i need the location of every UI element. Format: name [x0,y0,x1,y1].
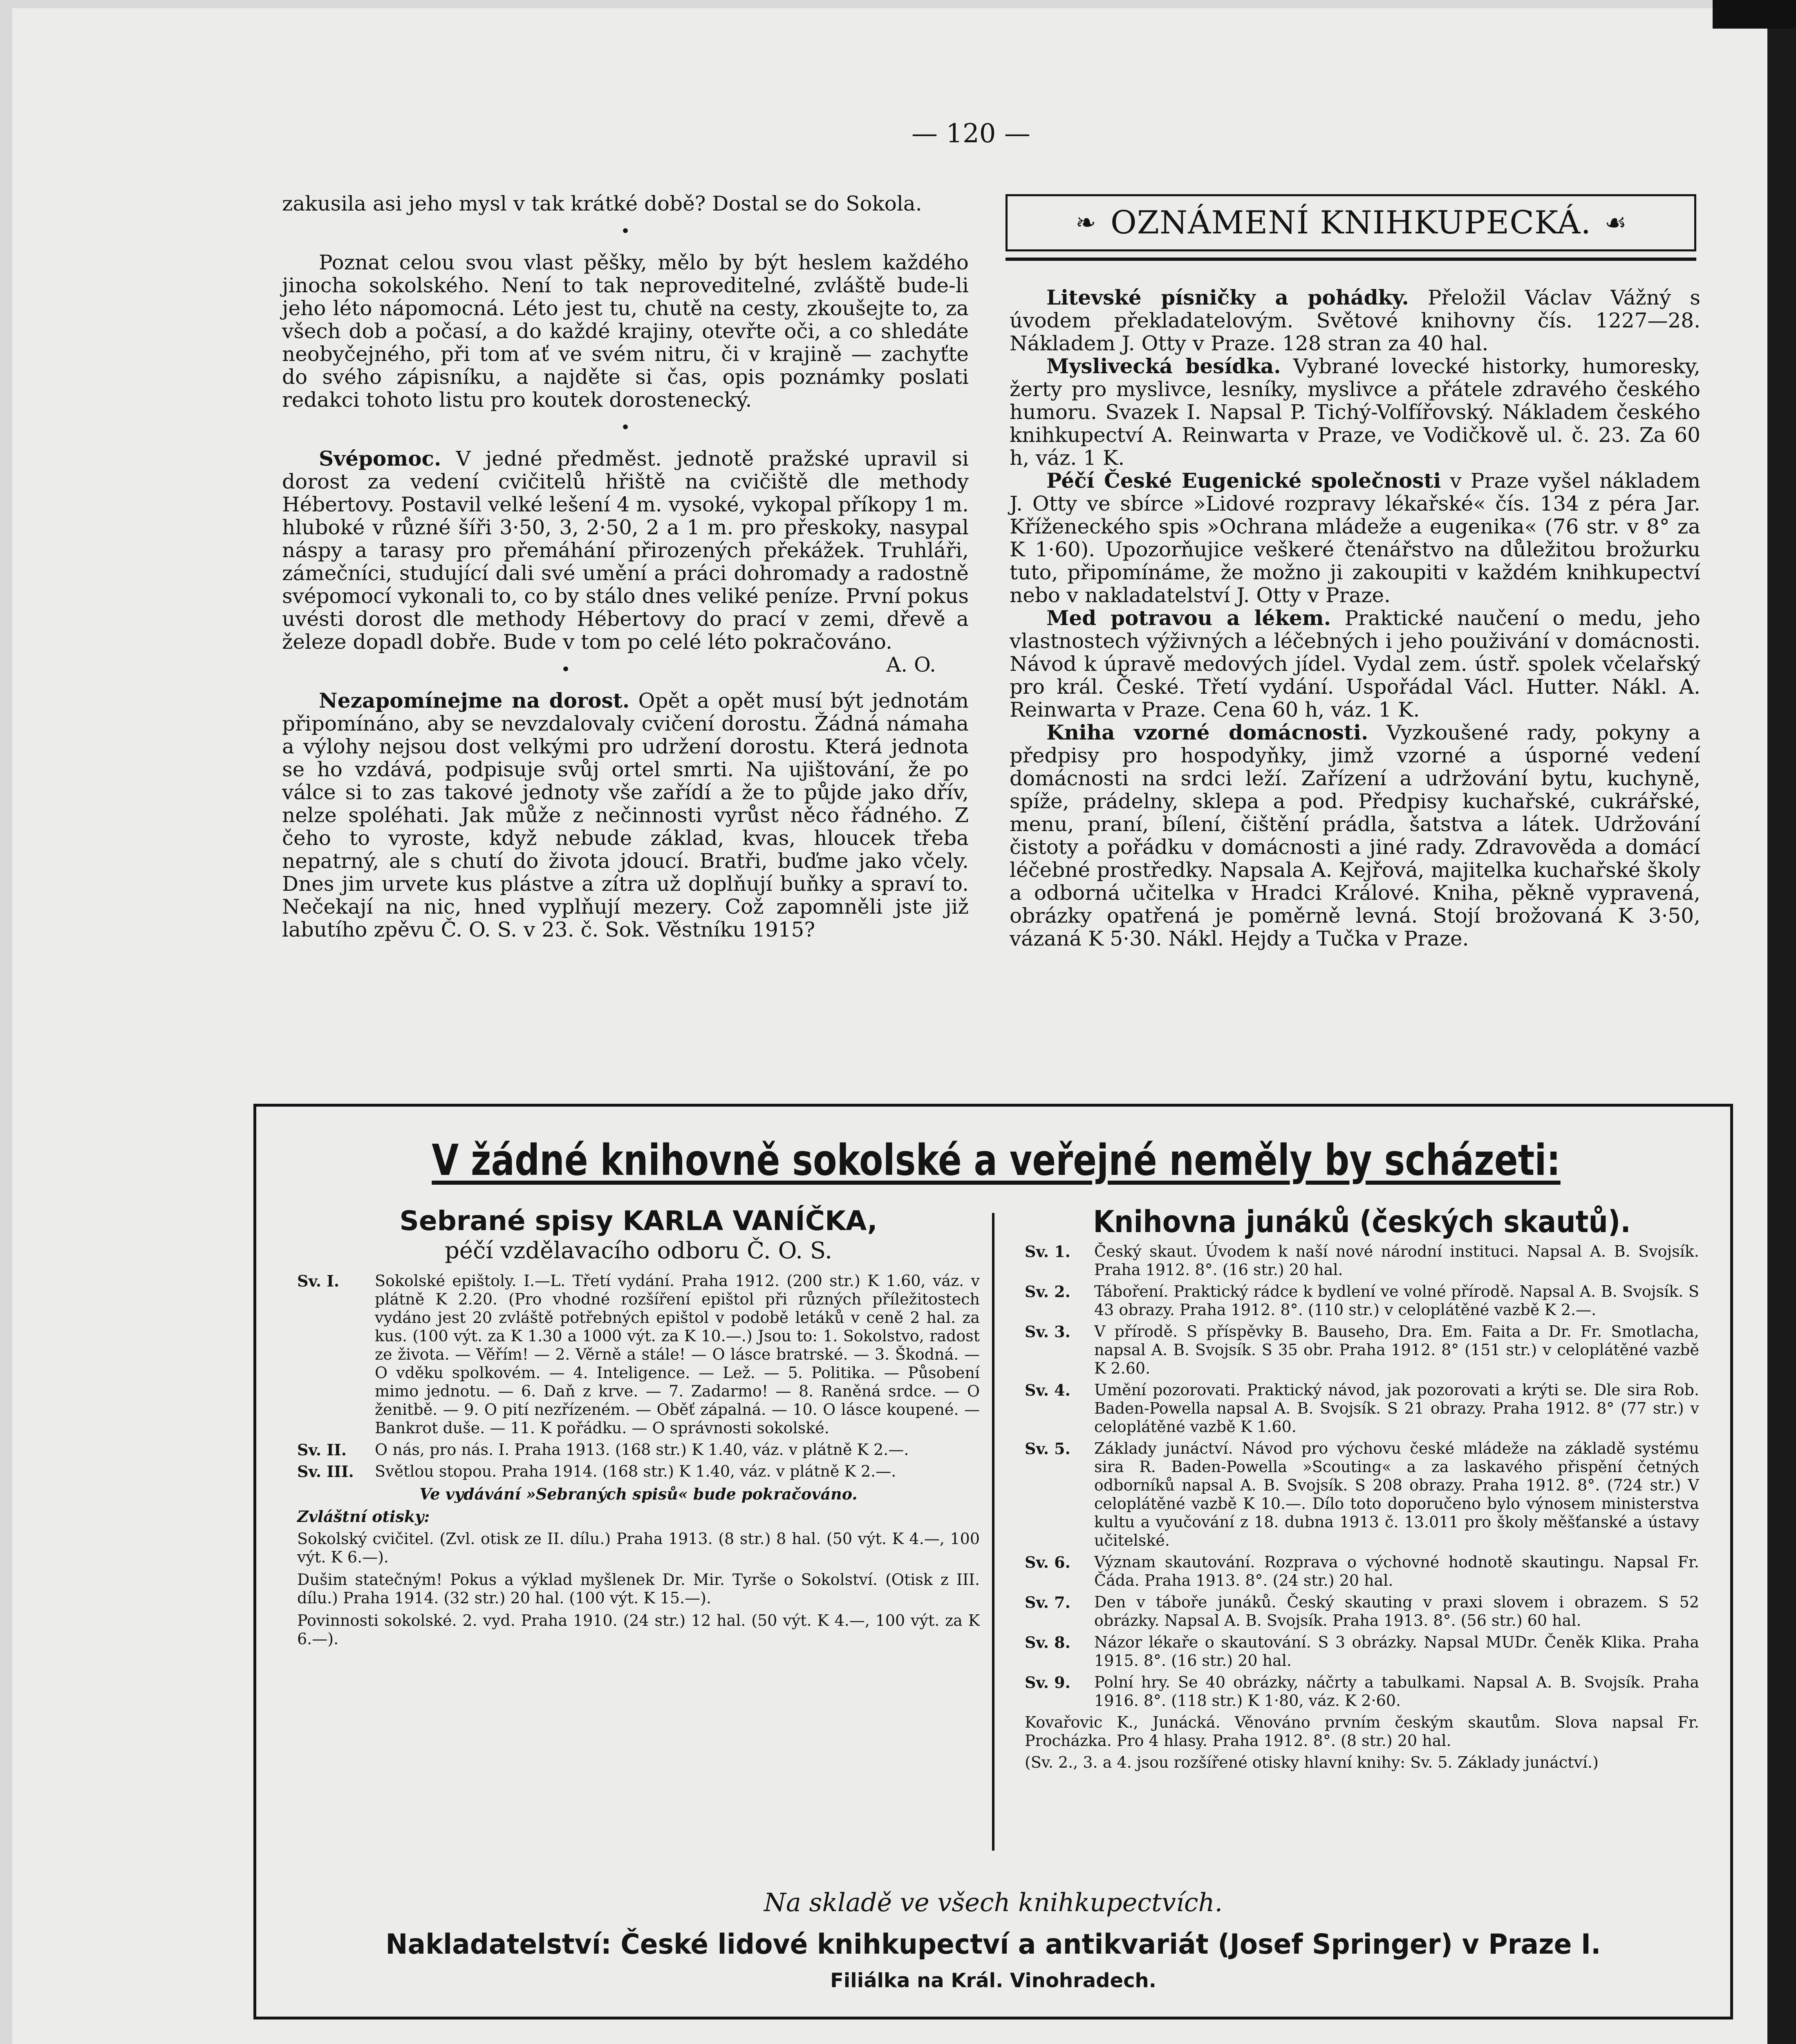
volume-number: Sv. 4. [1025,1381,1070,1399]
notice-text: Přeložil Václav Vážný s úvodem překladatelovým. Světové knihovny čís. 1227—28. Nákladem J. Otty v Praze. 128 stran za 40 hal. [1010,286,1700,355]
notice-text: Vybrané lovecké historky, humoresky, žerty pro myslivce, lesníky, myslivce a přátele zdravého českého humoru. Svazek I. Napsal P. Tichý-Volfířovský. Nákladem českého knihkupectví A. Reinwarta v Praze, ve Vodičkově ul. č. 23. Za 60 h, váz. 1 K. [1010,354,1700,470]
branch-line: Filiálka na Král. Vinohradech. [830,1969,1156,1992]
collected-works-subheading: péčí vzdělavacího odboru Č. O. S. [445,1237,832,1264]
volume-entry [1025,1713,1699,1750]
right-column [1010,286,1700,950]
volume-entry [1025,1553,1699,1590]
paragraph-body: V jedné předměst. jednotě pražské upravil si dorost za vedení cvičitelů hřiště na cvičiště dle methody Hébertovy. Postavil velké lešení 4 m. vysoké, vykopal příkopy 1 m. hluboké v různé šíři 3·50, 3, 2·50, 2 a 1 m. pro přeskoky, nasypal náspy a tarasy pro přemáhání přirozených překážek. Truhláři, zámečníci, studující dali své umění a práci dohromady a radostně svépomocí vykonali to, co by stálo dnes veliké peníze. První pokus uvésti dorost dle methody Hébertovy do prací v zemi, dřevě a železe dopadl dobře. Bude v tom po celé léto pokračováno. [282,447,969,654]
continuation-note: Ve vydávání »Sebraných spisů« bude pokračováno. [419,1485,858,1503]
paragraph-intro: zakusila asi jeho mysl v tak krátké době? Dostal se do Sokola. [282,192,922,215]
scan-edge-right [1767,0,1796,2044]
volume-text: Český skaut. Úvodem k naší nové národní instituci. Napsal A. B. Svojsík. Praha 1912. 8°. (16 str.) 20 hal. [1094,1242,1699,1279]
paragraph-head: Nezapomínejme na dorost. [319,688,630,713]
volume-entry [1025,1633,1699,1670]
notice-head: Myslivecká besídka. [1046,354,1281,378]
separator-dot: • [561,660,571,679]
volume-number: Sv. 6. [1025,1553,1070,1571]
collected-works-heading: Sebrané spisy KARLA VANÍČKA, [399,1205,878,1237]
volume-text: Den v táboře junáků. Český skauting v praxi slovem i obrazem. S 52 obrázky. Napsal A. B. Svojsík. Praha 1913. 8°. (56 str.) 60 hal. [1094,1593,1699,1629]
publisher-line: Nakladatelství: České lidové knihkupectví a antikvariát (Josef Springer) v Praze I. [385,1928,1601,1961]
volume-number: Sv. 8. [1025,1633,1070,1652]
notice-head: Med potravou a lékem. [1046,606,1331,630]
book-notice [1010,286,1700,355]
scout-library-heading: Knihovna junáků (českých skautů). [1093,1204,1631,1239]
left-column [282,192,969,941]
notice-head: Kniha vzorné domácnosti. [1046,720,1368,744]
special-prints [297,1485,980,1648]
notice-head: Litevské písničky a pohádky. [1046,285,1409,309]
paragraph-body: Opět a opět musí být jednotám připomínáno, aby se nevzdalovaly cvičení dorostu. Žádná námaha a výlohy nejsou dost velkými pro udržení dorostu. Která jednota se ho vzdává, podpisuje svůj ortel smrti. Na ujištování, že po válce si to zas takové jednoty vše zařídí a že to půjde jako dřív, nelze spoléhati. Jak může z nečinnosti vyrůst něco řádného. Z čeho to vyroste, když nebude základ, kvas, hloucek třeba nepatrný, ale s chutí do života jdoucí. Bratři, buďme jako včely. Dnes jim urvete kus plástve a zítra už doplňují buňky a spraví to. Nečekají na nic, hned vyplňují mezery. Což zapomněli jste již labutího zpěvu Č. O. S. v 23. č. Sok. Věstníku 1915? [282,689,969,941]
volume-number: Sv. 3. [1025,1322,1070,1341]
volume-text: Umění pozorovati. Praktický návod, jak pozorovati a krýti se. Dle sira Rob. Baden-Powella napsal A. B. Svojsík. S 21 obrazy. Praha 1912. 8° (77 str.) v celoplátěné vazbě K 1.60. [1094,1381,1699,1436]
paragraph-travel: Poznat celou svou vlast pěšky, mělo by být heslem každého jinocha sokolského. Není to tak neproveditelné, zvláště bude-li jeho léto nápomocná. Léto jest tu, chutě na cesty, zkoušejte to, za všech dob a počasí, a do každé krajiny, otevřte oči, a co shledáte neobyčejného, při tom ať ve svém nitru, či v krajině — zachyťte do svého zápisníku, a najděte si čas, opis poznámky poslati redakci tohoto listu pro koutek dorostenecký. [282,251,969,412]
advert-right-column [1025,1205,1699,1772]
stock-note: Na skladě ve všech knihkupectvích. [764,1887,1223,1917]
book-notice [1010,607,1700,721]
volume-text: Kovařovic K., Junácká. Věnováno prvním českým skautům. Slova napsal Fr. Procházka. Pro 4 hlasy. Praha 1912. 8°. (8 str.) 20 hal. [1025,1713,1699,1750]
volume-number: Sv. 9. [1025,1673,1070,1692]
volume-entry [1025,1673,1699,1710]
book-notice [1010,469,1700,607]
volume-number: Sv. 7. [1025,1593,1070,1611]
volume-text: Názor lékaře o skautování. S 3 obrázky. Napsal MUDr. Čeněk Klika. Praha 1915. 8°. (16 str.) 20 hal. [1094,1633,1699,1670]
notice-text: Vyzkoušené rady, pokyny a předpisy pro hospodyňky, jimž vzorné a úsporné vedení domácnosti na srdci leží. Zařízení a udržování bytu, kuchyně, spíže, prádelny, sklepa a pod. Předpisy kuchařské, cukrářské, menu, praní, bílení, čištění prádla, šatstva a látek. Udržování čistoty a pořádku v domácnosti a jiné rady. Zdravověda a domácí léčebné prostředky. Napsala A. Kejřová, majitelka kuchařské školy a odborná učitelka v Hradci Králové. Kniha, pěkně vypravená, obrázky opatřená je poměrně levná. Stojí brožovaná K 3·50, vázaná K 5·30. Nákl. Hejdy a Tučka v Praze. [1010,721,1700,950]
volume-entry [1025,1282,1699,1319]
volume-entry [297,1441,980,1459]
special-print-item: Dušim statečným! Pokus a výklad myšlenek Dr. Mir. Tyrše o Sokolství. (Otisk z III. dílu.) Praha 1914. (32 str.) 20 hal. (100 výt. K 15.—). [297,1571,980,1607]
volume-text: Táboření. Praktický rádce k bydlení ve volné přírodě. Napsal A. B. Svojsík. S 43 obrazy. Praha 1912. 8°. (110 str.) v celoplátěné vazbě K 2.—. [1094,1282,1699,1319]
volume-text: V přírodě. S příspěvky B. Bauseho, Dra. Em. Faita a Dr. Fr. Smotlacha, napsal A. B. Svojsík. S 35 obr. Praha 1912. 8° (151 str.) v celoplátěné vazbě K 2.60. [1094,1322,1699,1377]
volume-text: Význam skautování. Rozprava o výchovné hodnotě skautingu. Napsal Fr. Čáda. Praha 1913. 8°. (24 str.) 20 hal. [1094,1553,1699,1589]
notice-text: Praktické naučení o medu, jeho vlastnostech výživných a léčebných i jeho použivání v domácnosti. Návod k úpravě medových jídel. Vydal zem. ústř. spolek včelařský pro král. České. Třetí vydání. Uspořádal Václ. Hutter. Nákl. A. Reinwarta v Praze. Cena 60 h, váz. 1 K. [1010,606,1700,722]
volume-entry [297,1462,980,1481]
volume-text: Základy junáctví. Návod pro výchovu české mládeže na základě systému sira R. Baden-Powella »Scouting« a za laskavého přispění četných odborníků napsal A. B. Svojsík. S 208 obrazy. Praha 1912. 8°. (724 str.) V celoplátěné vazbě K 10.—. Dílo toto doporučeno bylo výnosem ministerstva kultu a vyučování z 18. dubna 1913 č. 13.011 pro školy měšťanské a ústavy učitelské. [1094,1439,1699,1549]
volume-text: Sokolské epištoly. I.—L. Třetí vydání. Praha 1912. (200 str.) K 1.60, váz. v plátně K 2.20. (Pro vhodné rozšíření epištol při různých příležitostech vydáno jest 20 zvláště potřebných epištol v podobě letáků v ceně 2 hal. za kus. (100 výt. za K 1.30 a 1000 výt. za K 10.—.) Jsou to: 1. Sokolstvo, radost ze života. — Věřím! — 2. Věrně a stále! — O lásce bratrské. — 3. Škodná. — O vděku spolkovém. — 4. Inteligence. — Lež. — 5. Politika. — Působení mimo jednotu. — 6. Daň z krve. — 7. Zadarmo! — 8. Raněná srdce. — O ženitbě. — 9. O pití nezřízeném. — Oběť zápalná. — 10. O lásce koupené. — Bankrot duše. — 11. K pořádku. — O správnosti sokolské. [375,1272,980,1437]
book-notice [1010,355,1700,469]
volume-entry [1025,1381,1699,1436]
volume-entry [1025,1322,1699,1378]
page-number: — 120 — [911,119,1030,149]
paragraph-svepomoc [282,446,969,677]
section-title: OZNÁMENÍ KNIHKUPECKÁ. [1110,204,1592,241]
volume-entry [1025,1439,1699,1550]
volume-number: Sv. III. [297,1462,354,1481]
volume-number: Sv. 5. [1025,1439,1070,1458]
volume-text: Světlou stopou. Praha 1914. (168 str.) K 1.40, váz. v plátně K 2.—. [375,1462,896,1480]
volume-number: Sv. 1. [1025,1242,1070,1261]
notice-head: Péčí České Eugenické společnosti [1046,468,1441,493]
notice-text: v Praze vyšel nákladem J. Otty ve sbírce »Lidové rozpravy lékařské« čís. 134 z péra Jar. Kříženeckého spis »Ochrana mládeže a eugenika« (76 str. v 8° za K 1·60). Upozorňujice veškeré čtenářstvo na důležitou brožurku tuto, připomínáme, že možno ji zakoupiti v každém knihkupectví nebo v nakladatelství J. Otty v Praze. [1010,469,1700,607]
ornament-left-icon: ❧ [1075,208,1097,237]
header-rule [1005,258,1696,261]
advertisement-box [253,1104,1733,2019]
volume-entry [1025,1753,1699,1772]
volume-text: (Sv. 2., 3. a 4. jsou rozšířené otisky hlavní knihy: Sv. 5. Základy junáctví.) [1025,1753,1599,1771]
separator-dot: • [620,418,630,437]
volume-text: Polní hry. Se 40 obrázky, náčrty a tabulkami. Napsal A. B. Svojsík. Praha 1916. 8°. (118 str.) K 1·80, váz. K 2·60. [1094,1673,1699,1710]
paragraph-head: Svépomoc. [319,446,441,471]
advert-title: V žádné knihovně sokolské a veřejné neměly by scházeti: [432,1135,1561,1185]
author-signature: A. O. [886,653,936,677]
ornament-right-icon: ☙ [1604,208,1627,237]
scan-edge-corner [1713,0,1796,29]
separator-dot: • [620,222,630,241]
advert-left-column [297,1205,980,1652]
book-notice [1010,721,1700,950]
special-print-item: Povinnosti sokolské. 2. vyd. Praha 1910. (24 str.) 12 hal. (50 výt. K 4.—, 100 výt. za K 6.—). [297,1611,980,1648]
volume-number: Sv. 2. [1025,1282,1070,1301]
paragraph-nezapominejme [282,689,969,941]
column-divider [992,1213,994,1851]
special-prints-label: Zvláštní otisky: [297,1507,430,1526]
volume-text: O nás, pro nás. I. Praha 1913. (168 str.) K 1.40, váz. v plátně K 2.—. [375,1441,909,1459]
volume-number: Sv. I. [297,1272,340,1290]
volume-entry [297,1272,980,1437]
section-header [1005,194,1696,251]
special-print-item: Sokolský cvičitel. (Zvl. otisk ze II. dílu.) Praha 1913. (8 str.) 8 hal. (50 výt. K 4.—, 100 výt. K 6.—). [297,1530,980,1566]
volume-number: Sv. II. [297,1441,347,1459]
newspaper-page [12,8,1770,2044]
volume-entry [1025,1242,1699,1279]
volume-entry [1025,1593,1699,1630]
